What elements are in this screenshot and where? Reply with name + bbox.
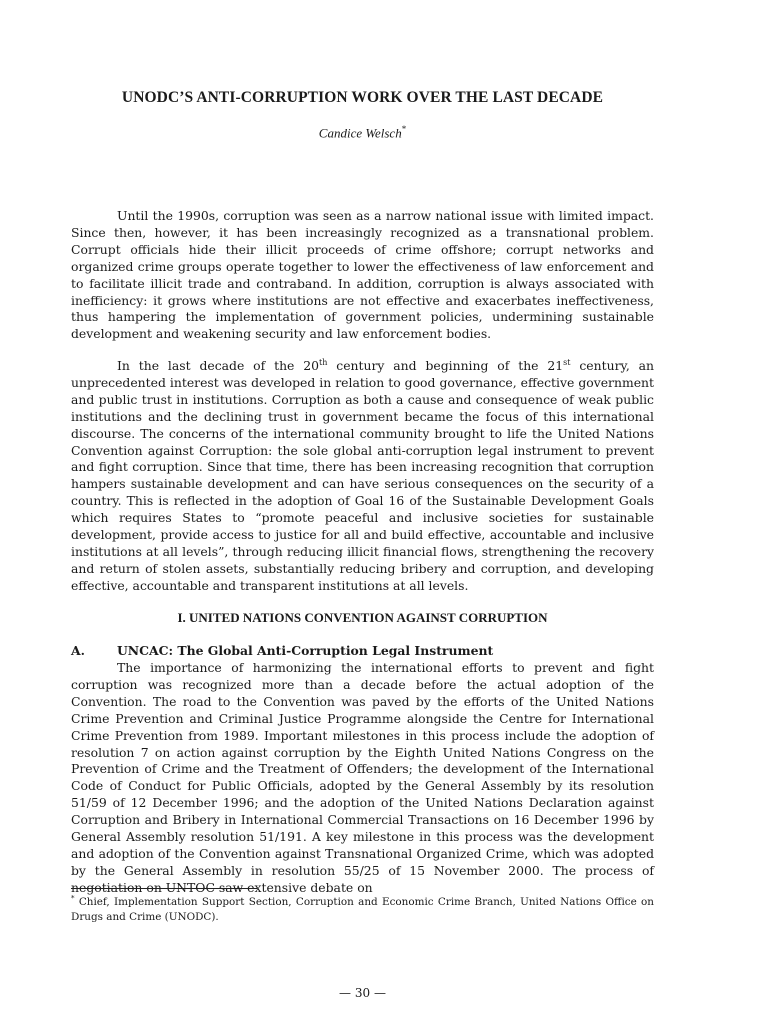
- document-page: [71, 0, 654, 1024]
- subsection-heading: [71, 643, 654, 658]
- document-title: UNODC’S ANTI-CORRUPTION WORK OVER THE LAST DECADE: [121, 89, 604, 106]
- section-heading: I. UNITED NATIONS CONVENTION AGAINST CORRUPTION: [177, 610, 548, 625]
- footnote-mark: *: [71, 894, 75, 903]
- subsection-title: UNCAC: The Global Anti-Corruption Legal Instrument: [117, 643, 494, 658]
- superscript-th: th: [319, 357, 328, 367]
- superscript-st: st: [563, 357, 571, 367]
- paragraph-governance-text-a: In the last decade of the 20: [117, 358, 320, 373]
- author-footnote-mark: *: [401, 124, 407, 134]
- author-name: Candice Welsch: [318, 125, 402, 141]
- author-line: [71, 124, 654, 141]
- footnote-divider: [71, 888, 257, 889]
- subsection-letter: A.: [71, 643, 85, 658]
- paragraph-history: The importance of harmonizing the international efforts to prevent and fight corruption was recognized more than a decade before the actual adoption of the Convention. The road to the Convention was paved by the efforts of the United Nations Crime Prevention and Criminal Justice Programme alongside the Centre for International Crime Prevention from 1989. Important milestones in this process include the adoption of resolution 7 on action against corruption by the Eighth United Nations Congress on the Prevention of Crime and the Treatment of Offenders; the development of the International Code of Conduct for Public Officials, adopted by the General Assembly by its resolution 51/59 of 12 December 1996; and the adoption of the United Nations Declaration against Corruption and Bribery in International Commercial Transactions on 16 December 1996 by General Assembly resolution 51/191. A key milestone in this process was the development and adoption of the Convention against Transnational Organized Crime, which was adopted by the General Assembly in resolution 55/25 of 15 November 2000. The process of negotiation on UNTOC saw extensive debate on: [71, 660, 654, 895]
- footnote: [71, 895, 654, 925]
- paragraph-governance-text-c: century, an unprecedented interest was developed in relation to good governance, effective government and public trust in institutions. Corruption as both a cause and consequence of weak public institutions and the declining trust in government became the focus of this international discourse. The concerns of the international community brought to life the United Nations Convention against Corruption: the sole global anti-corruption legal instrument to prevent and fight corruption. Since that time, there has been increasing recognition that corruption hampers sustainable development and can have serious consequences on the security of a country. This is reflected in the adoption of Goal 16 of the Sustainable Development Goals which requires States to “promote peaceful and inclusive societies for sustainable development, provide access to justice for all and build effective, accountable and inclusive institutions at all levels”, through reducing illicit financial flows, strengthening the recovery and return of stolen assets, substantially reducing bribery and corruption, and developing effective, accountable and transparent institutions at all levels.: [71, 358, 655, 593]
- paragraph-governance: [71, 358, 654, 595]
- paragraph-intro: Until the 1990s, corruption was seen as a narrow national issue with limited impact. Since then, however, it has been increasingly recognized as a transnational problem. Corrupt officials hide their illicit proceeds of crime offshore; corrupt networks and organized crime groups operate together to lower the effectiveness of law enforcement and to facilitate illicit trade and contraband. In addition, corruption is always associated with inefficiency: it grows where institutions are not effective and exacerbates ineffectiveness, thus hampering the implementation of government policies, undermining sustainable development and weakening security and law enforcement bodies.: [71, 208, 654, 342]
- page-number: — 30 —: [339, 986, 386, 1000]
- footnote-text: Chief, Implementation Support Section, Corruption and Economic Crime Branch, United Nations Office on Drugs and Crime (UNODC).: [71, 896, 654, 923]
- paragraph-governance-text-b: century and beginning of the 21: [327, 358, 564, 373]
